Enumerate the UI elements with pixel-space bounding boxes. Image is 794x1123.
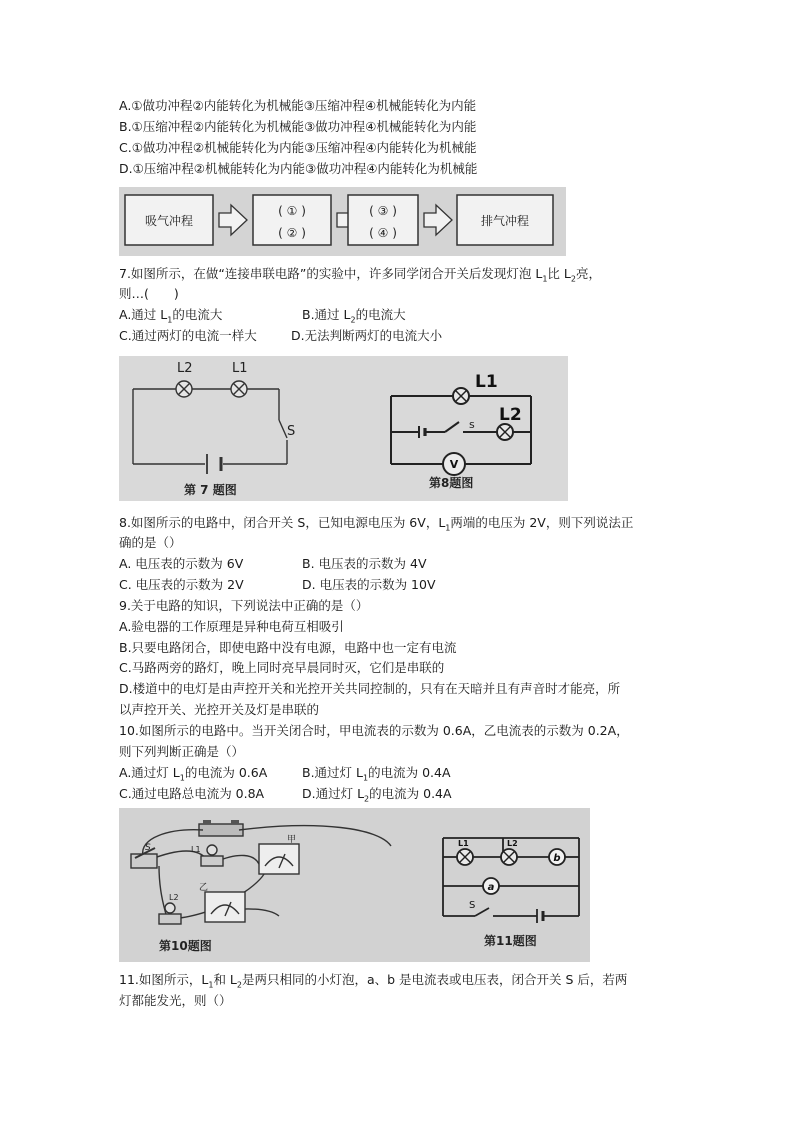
fig8-l1-label: L1 bbox=[475, 372, 498, 392]
q7-option-d: D.无法判断两灯的电流大小 bbox=[291, 328, 443, 343]
switch-icon bbox=[131, 854, 157, 868]
fig11-l2-label: L2 bbox=[507, 839, 518, 848]
q8-stem-line2: 确的是（） bbox=[119, 535, 182, 550]
engine-stroke-figure bbox=[119, 187, 566, 256]
stroke-box-exhaust-label: 排气冲程 bbox=[480, 214, 530, 228]
fig10-l1-label: L1 bbox=[191, 845, 201, 854]
fig11-switch-label: S bbox=[469, 900, 476, 911]
stroke-box-intake-label: 吸气冲程 bbox=[144, 214, 194, 228]
q9-option-b: B.只要电路闭合，即使电路中没有电源，电路中也一定有电流 bbox=[119, 640, 457, 655]
fig10-l2-label: L2 bbox=[169, 893, 179, 902]
q10-option-c: C.通过电路总电流为 0.8A bbox=[119, 786, 265, 801]
fig11-meter-b-label: b bbox=[553, 853, 561, 864]
q9-option-c: C.马路两旁的路灯，晚上同时亮早晨同时灭，它们是串联的 bbox=[119, 660, 445, 675]
fig8-l2-label: L2 bbox=[499, 405, 522, 425]
q9-stem: 9.关于电路的知识，下列说法中正确的是（） bbox=[119, 598, 369, 613]
fig11-caption: 第11题图 bbox=[484, 934, 537, 948]
fig10-lamp-l1-icon bbox=[201, 856, 223, 866]
q11-stem-line2: 灯都能发光，则（） bbox=[119, 993, 232, 1008]
fig10-lamp-l2-icon bbox=[159, 914, 181, 924]
circuit-7 bbox=[133, 381, 287, 474]
q10-option-d: D.通过灯 $L_2$的电流为 0.4A bbox=[302, 786, 452, 804]
q10-stem-line2: 则下列判断正确是（） bbox=[119, 744, 245, 759]
q6-option-c: C.①做功冲程②机械能转化为内能③压缩冲程④内能转化为机械能 bbox=[119, 140, 477, 155]
fig10-switch-label: S bbox=[145, 843, 151, 853]
fig10-jia-label: 甲 bbox=[287, 835, 297, 845]
circuit-figure-10-11 bbox=[119, 808, 590, 962]
circuit-diagrams-10-11 bbox=[119, 808, 590, 962]
q7-option-c: C.通过两灯的电流一样大 bbox=[119, 328, 257, 343]
q11-stem: 11.如图所示，$L_1$和 $L_2$是两只相同的小灯泡，a、b 是电流表或电压表，闭合开关 S 后，若两 bbox=[119, 972, 628, 990]
battery-icon bbox=[199, 824, 243, 836]
q8-option-b: B. 电压表的示数为 4V bbox=[302, 556, 427, 571]
fig10-yi-label: 乙 bbox=[199, 883, 209, 893]
q8-option-a: A. 电压表的示数为 6V bbox=[119, 556, 244, 571]
stroke-box-3-top: ( ③ ) bbox=[369, 204, 397, 218]
fig7-caption: 第 7 题图 bbox=[184, 483, 237, 497]
stroke-box-2-bottom: ( ② ) bbox=[278, 226, 306, 240]
circuit-11 bbox=[443, 838, 579, 923]
stroke-box-3-bottom: ( ④ ) bbox=[369, 226, 397, 240]
fig11-meter-a-label: a bbox=[487, 882, 495, 893]
q9-option-a: A.验电器的工作原理是异种电荷互相吸引 bbox=[119, 619, 344, 634]
q8-option-d: D. 电压表的示数为 10V bbox=[302, 577, 436, 592]
q6-option-b: B.①压缩冲程②内能转化为机械能③做功冲程④机械能转化为内能 bbox=[119, 119, 477, 134]
q10-option-a: A.通过灯 $L_1$的电流为 0.6A bbox=[119, 765, 268, 783]
fig8-switch-label: s bbox=[469, 418, 475, 431]
circuit-10 bbox=[131, 820, 391, 924]
ammeter-jia-icon bbox=[259, 844, 299, 874]
ammeter-yi-icon bbox=[205, 892, 245, 922]
q8-stem: 8.如图所示的电路中，闭合开关 S，已知电源电压为 6V，$L_1$两端的电压为 2V，则下列说法正 bbox=[119, 515, 634, 533]
fig7-switch-label: S bbox=[287, 424, 296, 439]
q6-option-a: A.①做功冲程②内能转化为机械能③压缩冲程④机械能转化为内能 bbox=[119, 98, 477, 113]
fig8-voltmeter-label: V bbox=[449, 458, 459, 471]
q9-option-d-line2: 以声控开关、光控开关及灯是串联的 bbox=[119, 702, 320, 717]
q10-option-b: B.通过灯 $L_1$的电流为 0.4A bbox=[302, 765, 451, 783]
circuit-diagrams-7-8 bbox=[119, 356, 568, 501]
circuit-8 bbox=[391, 388, 531, 475]
circuit-figure-7-8 bbox=[119, 356, 568, 501]
q7-stem-line2: 则…( ) bbox=[119, 286, 179, 301]
fig10-caption: 第10题图 bbox=[159, 939, 212, 953]
q6-option-d: D.①压缩冲程②机械能转化为内能③做功冲程④内能转化为机械能 bbox=[119, 161, 478, 176]
fig8-caption: 第8题图 bbox=[429, 476, 474, 490]
fig7-l2-label: L2 bbox=[177, 361, 193, 376]
q9-option-d-line1: D.楼道中的电灯是由声控开关和光控开关共同控制的，只有在天暗并且有声音时才能亮，所 bbox=[119, 681, 621, 696]
q7-option-b: B.通过 $L_2$的电流大 bbox=[302, 307, 406, 325]
q7-option-a: A.通过 $L_1$的电流大 bbox=[119, 307, 223, 325]
fig11-l1-label: L1 bbox=[458, 839, 469, 848]
engine-stroke-diagram bbox=[119, 187, 566, 256]
fig7-l1-label: L1 bbox=[232, 361, 248, 376]
q8-option-c: C. 电压表的示数为 2V bbox=[119, 577, 244, 592]
q10-stem-line1: 10.如图所示的电路中。当开关闭合时，甲电流表的示数为 0.6A，乙电流表的示数为 0.2A， bbox=[119, 723, 629, 738]
arrow-1 bbox=[219, 205, 247, 235]
stroke-box-2-top: ( ① ) bbox=[278, 204, 306, 218]
q7-stem: 7.如图所示，在做“连接串联电路”的实验中，许多同学闭合开关后发现灯泡 $L_1$比 $L_2$亮， bbox=[119, 266, 601, 284]
arrow-3 bbox=[424, 205, 452, 235]
